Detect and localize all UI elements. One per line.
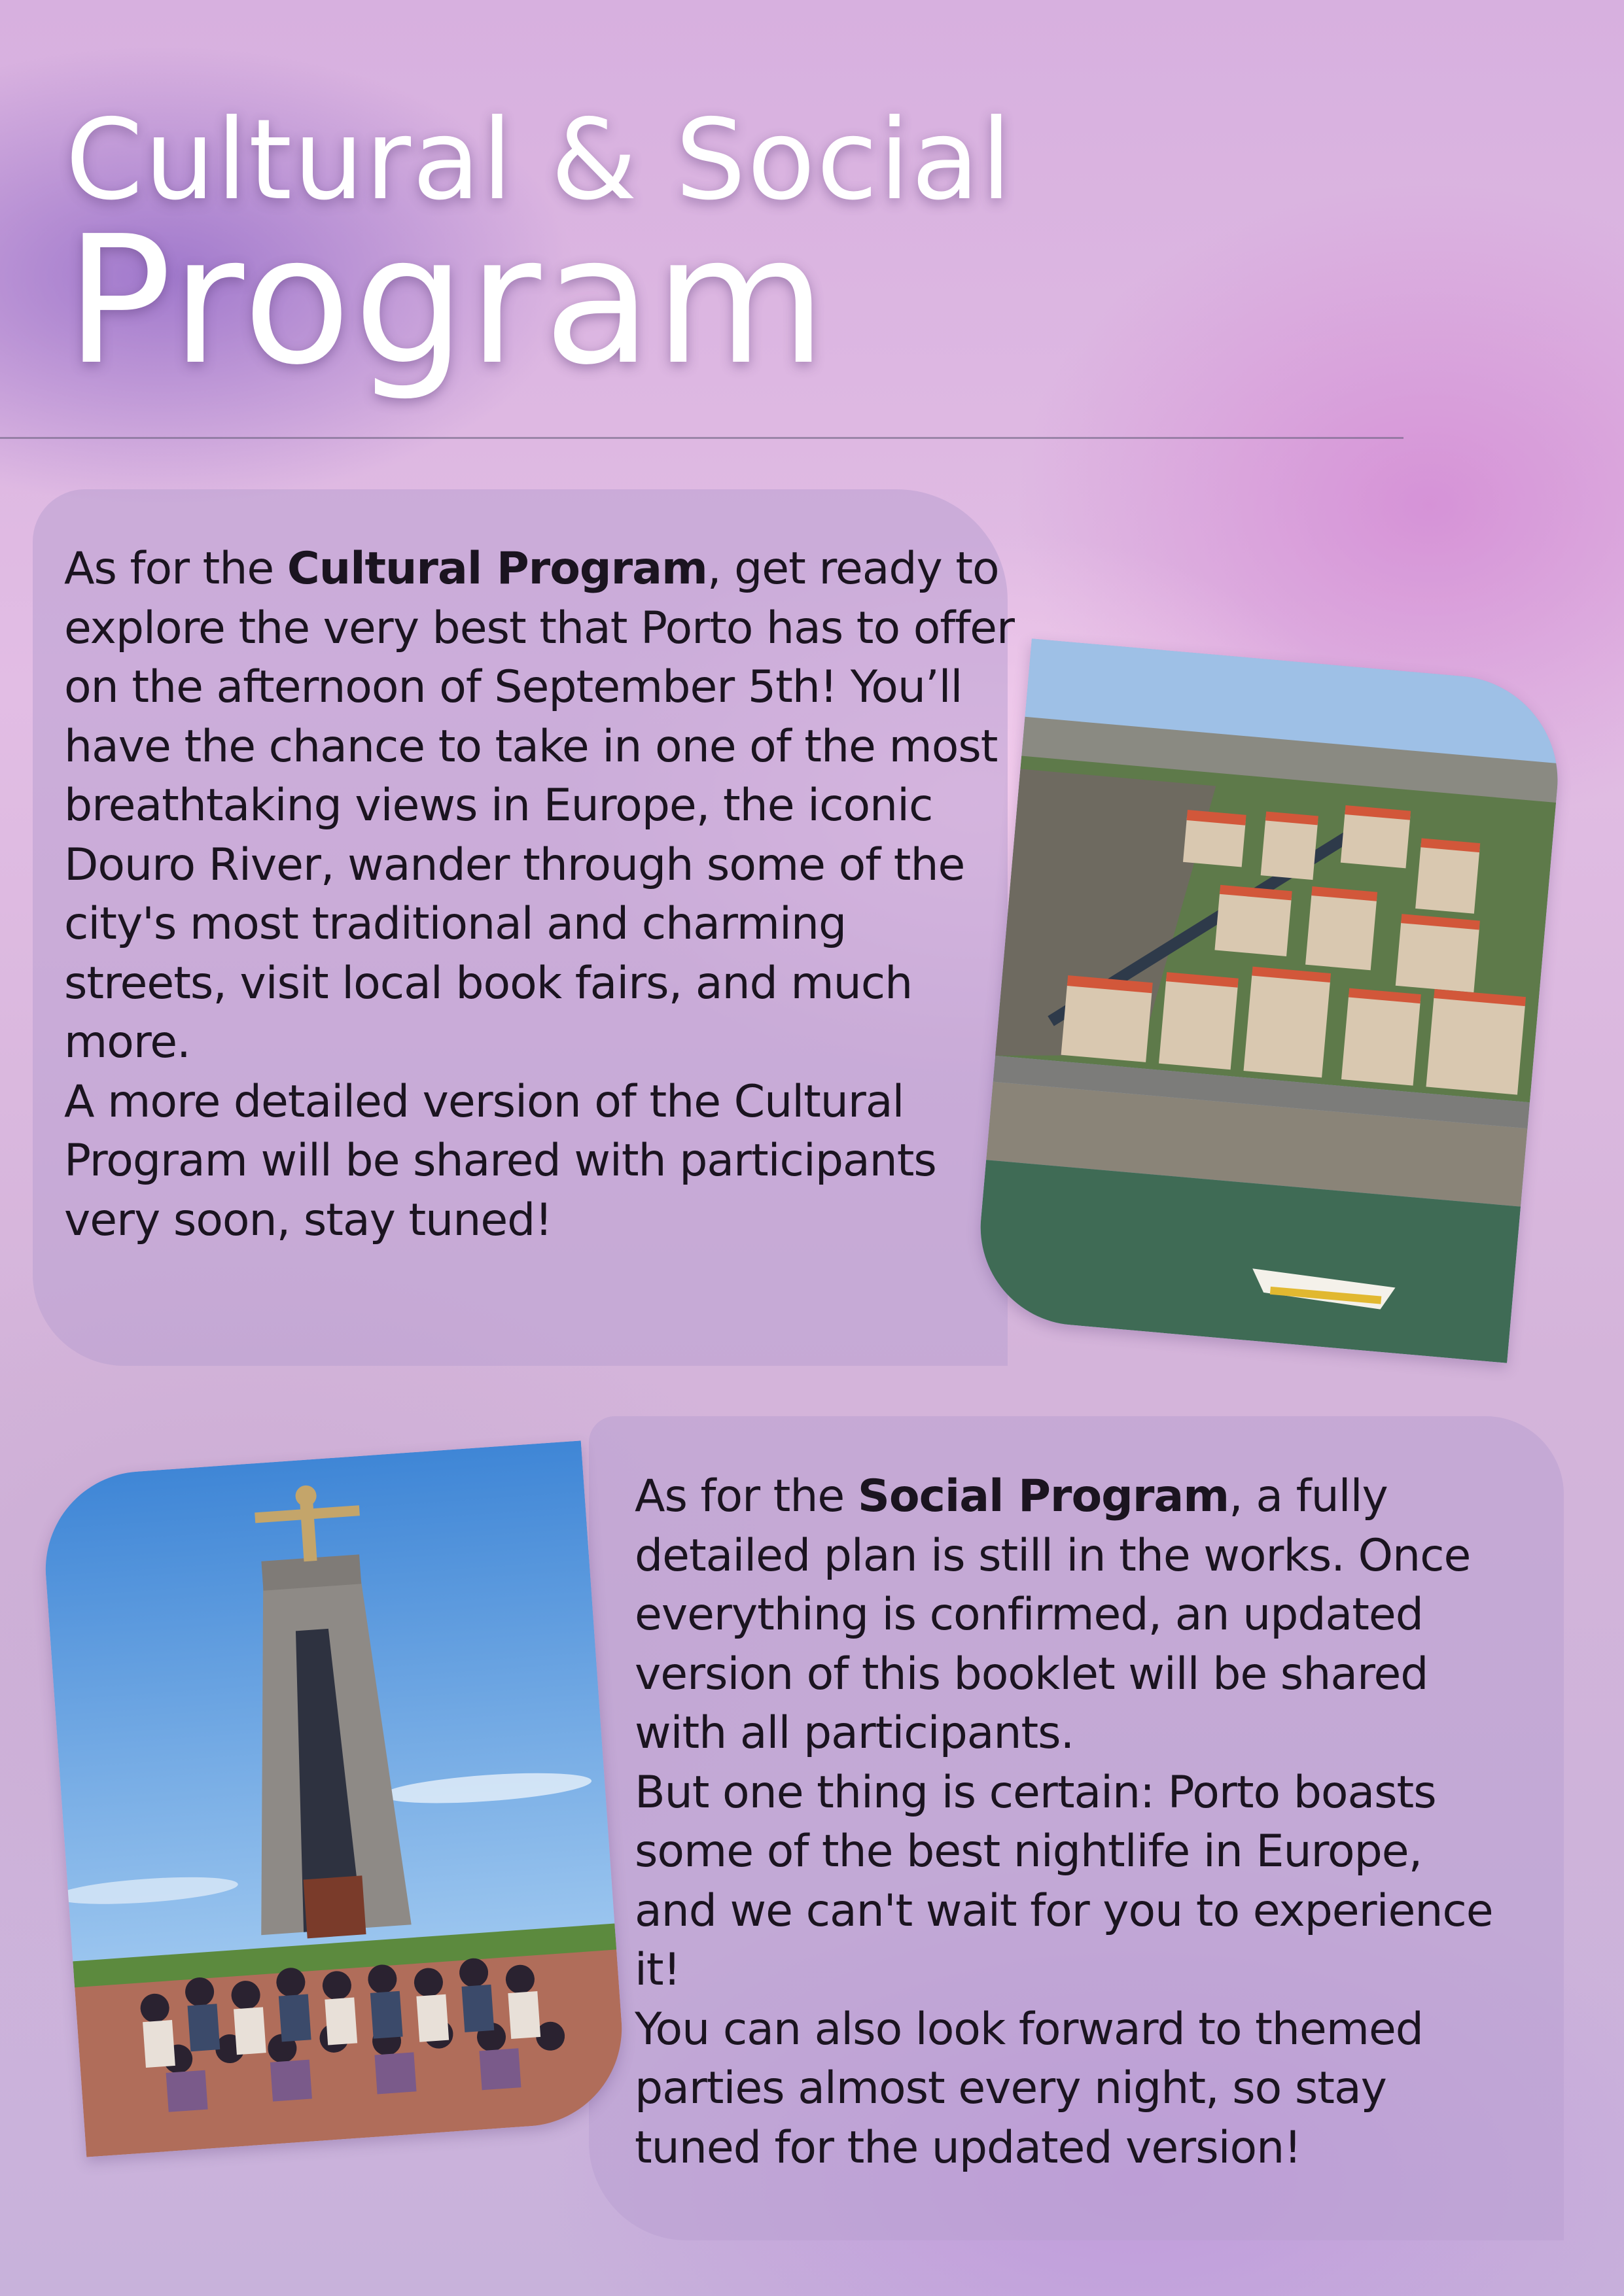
porto-riverside-photo (972, 638, 1566, 1363)
cultural-program-bold: Cultural Program (287, 543, 707, 595)
cristo-rei-group-photo (39, 1440, 629, 2157)
social-program-text (635, 1467, 1511, 2178)
title-line-cultural-social: Cultural & Social (65, 96, 1014, 225)
social-intro: As for the (635, 1470, 858, 1522)
cultural-program-text (64, 540, 1019, 1250)
cultural-body-1: , get ready to explore the very best that Porto has to offer on the afternoon of September 5th! You’ll have the chance to take in one of the most breathtaking views in Europe, the iconic Douro River, wander through some of the city's most traditional and charming streets, visit local book fairs, and much more. (64, 543, 1014, 1068)
social-body-1: , a fully detailed plan is still in the works. Once everything is confirmed, an updated version of this booklet will be shared with all participants. (635, 1470, 1471, 1759)
cultural-paragraph-1 (64, 540, 1019, 1073)
title-line-program: Program (65, 198, 830, 404)
social-paragraph-1 (635, 1467, 1511, 1764)
cultural-paragraph-2: A more detailed version of the Cultural Program will be shared with participants very soon, stay tuned! (64, 1075, 936, 1246)
header-divider (0, 437, 1403, 439)
cultural-intro: As for the (64, 543, 287, 595)
page-title (65, 96, 1014, 404)
social-paragraph-3: You can also look forward to themed parties almost every night, so stay tuned for the updated version! (635, 2003, 1423, 2174)
social-program-bold: Social Program (857, 1470, 1229, 1522)
social-paragraph-2: But one thing is certain: Porto boasts some of the best nightlife in Europe, and we can't wait for you to experience it! (635, 1766, 1493, 1996)
